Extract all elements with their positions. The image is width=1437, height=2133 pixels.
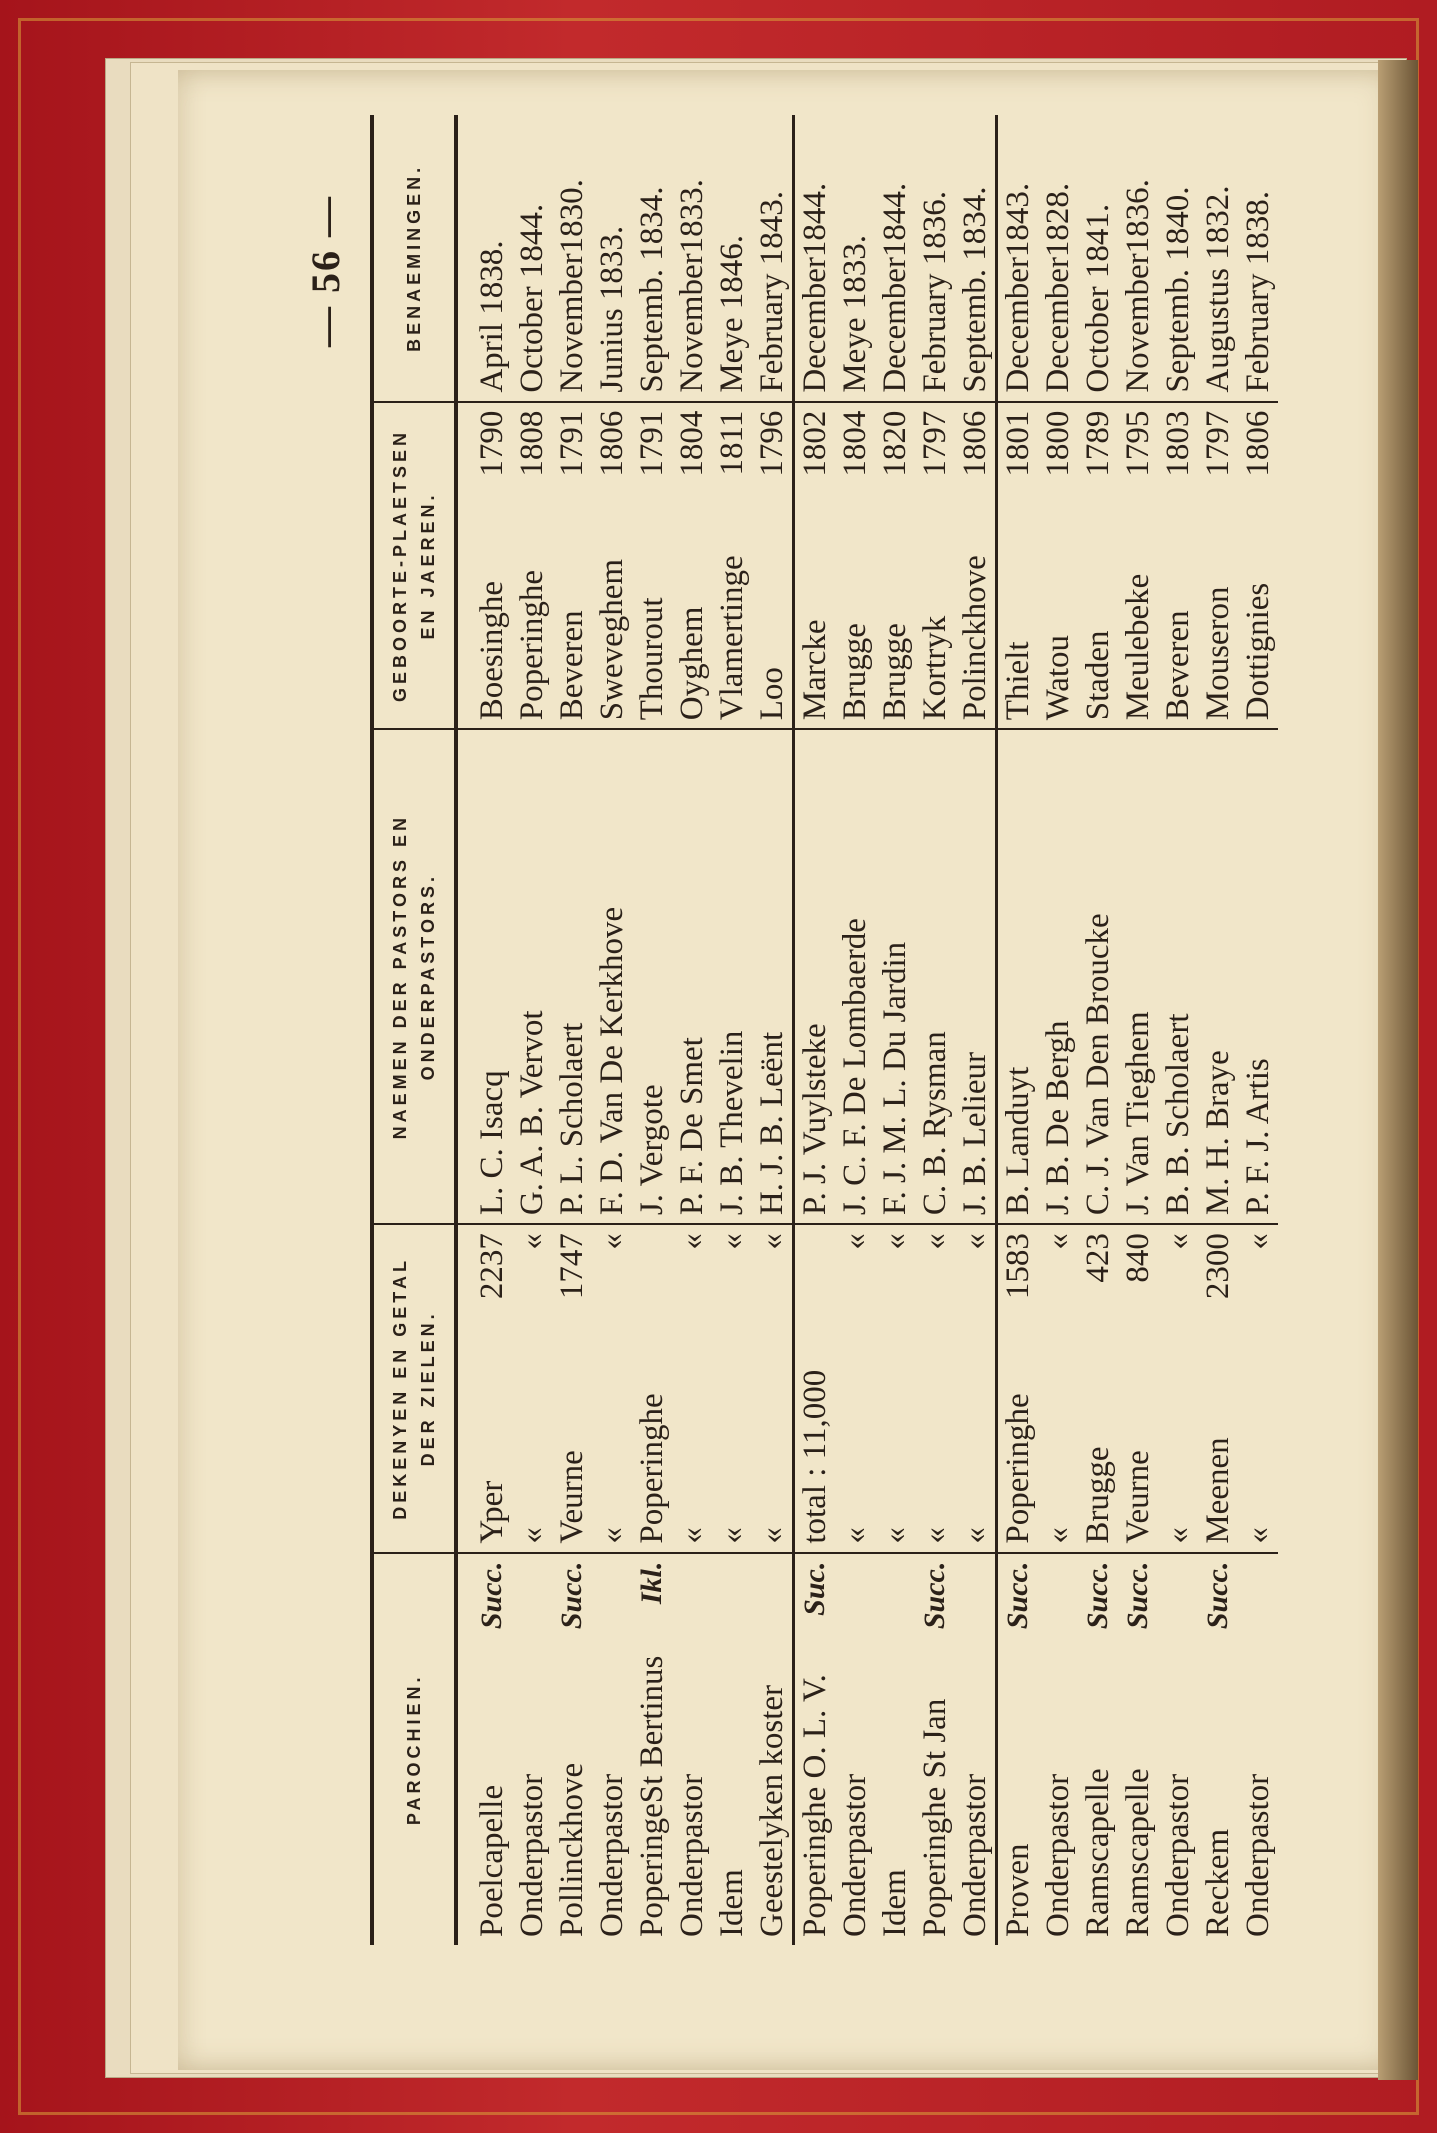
soul-count: 840 <box>1120 1233 1156 1283</box>
birth-place: Vlamertinge <box>714 555 750 721</box>
cell-geboorte <box>552 402 592 730</box>
parish-name: Onderpastor <box>1040 1773 1076 1937</box>
birth-place: Poperinghe <box>514 569 550 721</box>
cell-naem <box>794 729 836 1224</box>
birth-year: 1820 <box>877 410 913 477</box>
cell-dekenij <box>955 1224 997 1553</box>
parish-name: PoperingeSt Bertinus <box>634 1655 670 1937</box>
cell-dekenij <box>915 1224 955 1553</box>
cell-parochie <box>875 1553 915 1945</box>
cell-benaeming <box>552 115 592 402</box>
cell-naem <box>1158 729 1198 1224</box>
pastor-name: J. B. Lelieur <box>957 1052 993 1216</box>
pastor-name: C. B. Rysman <box>917 1031 953 1216</box>
birth-place: Watou <box>1040 634 1076 721</box>
cell-parochie <box>456 1553 512 1945</box>
parish-name: Idem <box>714 1869 750 1937</box>
cell-benaeming <box>794 115 836 402</box>
soul-count: « <box>514 1233 550 1250</box>
deanery-name: Poperinghe <box>1000 1393 1036 1544</box>
cell-parochie <box>1198 1553 1238 1945</box>
cell-dekenij <box>512 1224 552 1553</box>
appointment-date: November1833. <box>674 179 710 393</box>
row-mark: Succ. <box>918 1561 951 1630</box>
cell-naem <box>997 729 1039 1224</box>
birth-place: Oyghem <box>674 606 710 721</box>
table-row <box>632 115 672 1945</box>
birth-year: 1806 <box>957 410 993 477</box>
pastor-name: J. C. F. De Lombaerde <box>837 918 873 1216</box>
cell-naem <box>835 729 875 1224</box>
appointment-date: December1843. <box>1000 182 1036 393</box>
row-mark: Succ. <box>1001 1561 1034 1630</box>
soul-count: « <box>1240 1233 1276 1250</box>
cell-naem <box>632 729 672 1224</box>
cell-geboorte <box>1038 402 1078 730</box>
cell-geboorte <box>592 402 632 730</box>
birth-place: Polinckhove <box>957 555 993 721</box>
cell-geboorte <box>997 402 1039 730</box>
birth-year: 1802 <box>797 410 833 477</box>
cell-parochie <box>752 1553 794 1945</box>
birth-year: 1797 <box>917 410 953 477</box>
deanery-name: « <box>1040 1527 1076 1544</box>
pastor-name: G. A. B. Vervot <box>514 1010 550 1216</box>
appointment-date: April 1838. <box>474 240 510 393</box>
birth-year: 1795 <box>1120 410 1156 477</box>
cell-geboorte <box>835 402 875 730</box>
pastor-name: P. F. De Smet <box>674 1037 710 1216</box>
cell-naem <box>1078 729 1118 1224</box>
pastor-name: J. Van Tieghem <box>1120 1011 1156 1216</box>
cell-geboorte <box>752 402 794 730</box>
soul-count: « <box>674 1233 710 1250</box>
cell-benaeming <box>1078 115 1118 402</box>
cell-dekenij <box>794 1224 836 1553</box>
parish-name: Pollinckhove <box>554 1762 590 1937</box>
deanery-name: Veurne <box>1120 1450 1156 1544</box>
row-mark: Suc. <box>798 1561 831 1616</box>
table-row <box>752 115 794 1945</box>
soul-count: « <box>877 1233 913 1250</box>
cell-parochie <box>955 1553 997 1945</box>
appointment-date: Meye 1833. <box>837 235 873 393</box>
cell-dekenij <box>672 1224 712 1553</box>
deanery-name: Veurne <box>554 1450 590 1544</box>
deanery-name: « <box>837 1527 873 1544</box>
book-gutter <box>1378 60 1418 2080</box>
deanery-name: total : 11,000 <box>797 1369 833 1544</box>
deanery-name: « <box>514 1527 550 1544</box>
cell-parochie <box>915 1553 955 1945</box>
cell-parochie <box>632 1553 672 1945</box>
table-row <box>552 115 592 1945</box>
appointment-date: November1836. <box>1120 179 1156 393</box>
cell-naem <box>712 729 752 1224</box>
table-row <box>1038 115 1078 1945</box>
pastor-name: F. J. M. L. Du Jardin <box>877 941 913 1216</box>
parish-name: Onderpastor <box>1240 1773 1276 1937</box>
cell-dekenij <box>632 1224 672 1553</box>
table-row <box>672 115 712 1945</box>
parish-name: Reckem <box>1200 1828 1236 1937</box>
parish-name: Poperinghe O. L. V. <box>797 1674 833 1937</box>
soul-count: « <box>957 1233 993 1250</box>
table-row <box>1078 115 1118 1945</box>
table-row <box>1158 115 1198 1945</box>
cell-naem <box>672 729 712 1224</box>
cell-dekenij <box>1198 1224 1238 1553</box>
appointment-date: Septemb. 1834. <box>957 186 993 393</box>
cell-naem <box>552 729 592 1224</box>
pastor-name: M. H. Braye <box>1200 1050 1236 1216</box>
soul-count: 2300 <box>1200 1233 1236 1300</box>
deanery-name: « <box>957 1527 993 1544</box>
cell-dekenij <box>835 1224 875 1553</box>
soul-count: 1747 <box>554 1233 590 1300</box>
pastor-name: F. D. Van De Kerkhove <box>594 906 630 1216</box>
soul-count: 1583 <box>1000 1233 1036 1300</box>
header-benaemingen: BENAEMINGEN. <box>404 163 424 352</box>
rotated-register <box>300 115 1360 1945</box>
cell-naem <box>752 729 794 1224</box>
deanery-name: « <box>754 1527 790 1544</box>
parish-name: Onderpastor <box>514 1773 550 1937</box>
cell-benaeming <box>915 115 955 402</box>
cell-dekenij <box>592 1224 632 1553</box>
header-parochien: PAROCHIEN. <box>372 1553 456 1945</box>
page-number: — 56 — <box>303 195 348 347</box>
birth-place: Sweveghem <box>594 558 630 721</box>
pastor-name: B. Landuyt <box>1000 1066 1036 1216</box>
cell-benaeming <box>1038 115 1078 402</box>
soul-count: « <box>1040 1233 1076 1250</box>
cell-dekenij <box>1078 1224 1118 1553</box>
cell-naem <box>512 729 552 1224</box>
cell-naem <box>592 729 632 1224</box>
birth-place: Brugge <box>877 623 913 721</box>
parish-name: Onderpastor <box>837 1773 873 1937</box>
deanery-name: Meenen <box>1200 1437 1236 1544</box>
parish-name: Onderpastor <box>957 1773 993 1937</box>
cell-parochie <box>1158 1553 1198 1945</box>
pastor-name: L. C. Isacq <box>474 1070 510 1216</box>
pastor-name: P. L. Scholaert <box>554 1022 590 1216</box>
appointment-date: October 1844. <box>514 203 550 393</box>
cell-naem <box>1118 729 1158 1224</box>
birth-year: 1803 <box>1160 410 1196 477</box>
soul-count: 2237 <box>474 1233 510 1300</box>
cell-benaeming <box>1158 115 1198 402</box>
cell-geboorte <box>1238 402 1278 730</box>
table-row <box>1198 115 1238 1945</box>
appointment-date: December1844. <box>877 182 913 393</box>
cell-benaeming <box>1118 115 1158 402</box>
table-row <box>512 115 552 1945</box>
pastor-name: J. B. De Bergh <box>1040 1020 1076 1216</box>
table-row <box>1118 115 1158 1945</box>
cell-dekenij <box>712 1224 752 1553</box>
parish-name: Poperinghe St Jan <box>917 1698 953 1937</box>
parish-name: Idem <box>877 1869 913 1937</box>
birth-year: 1811 <box>714 410 750 476</box>
soul-count: « <box>714 1233 750 1250</box>
soul-count: « <box>917 1233 953 1250</box>
birth-place: Thourout <box>634 597 670 721</box>
row-mark: Succ. <box>475 1561 508 1630</box>
parish-name: Onderpastor <box>594 1773 630 1937</box>
pastor-name: B. B. Scholaert <box>1160 1013 1196 1216</box>
cell-parochie <box>552 1553 592 1945</box>
cell-dekenij <box>1038 1224 1078 1553</box>
parish-name: Poelcapelle <box>474 1784 510 1937</box>
cell-naem <box>1038 729 1078 1224</box>
cell-benaeming <box>456 115 512 402</box>
cell-geboorte <box>955 402 997 730</box>
pastor-name: C. J. Van Den Broucke <box>1080 913 1116 1216</box>
cell-geboorte <box>1198 402 1238 730</box>
row-mark: Succ. <box>1121 1561 1154 1630</box>
pastor-name: P. F. J. Artis <box>1240 1058 1276 1216</box>
birth-year: 1801 <box>1000 410 1036 477</box>
cell-geboorte <box>1158 402 1198 730</box>
pastor-name: P. J. Vuylsteke <box>797 1023 833 1216</box>
birth-place: Boesinghe <box>474 580 510 721</box>
cell-parochie <box>672 1553 712 1945</box>
cell-parochie <box>1238 1553 1278 1945</box>
table-row <box>456 115 512 1945</box>
cell-geboorte <box>794 402 836 730</box>
header-dekenyen: DEKENYEN EN GETAL DER ZIELEN. <box>372 1224 456 1553</box>
parish-name: Geestelyken koster <box>754 1685 790 1937</box>
birth-place: Marcke <box>797 619 833 721</box>
cell-geboorte <box>1078 402 1118 730</box>
birth-year: 1806 <box>1240 410 1276 477</box>
deanery-name: « <box>714 1527 750 1544</box>
deanery-name: Brugge <box>1080 1446 1116 1544</box>
birth-year: 1791 <box>634 410 670 477</box>
appointment-date: October 1841. <box>1080 203 1116 393</box>
cell-parochie <box>1038 1553 1078 1945</box>
parish-table <box>370 115 1278 1945</box>
cell-benaeming <box>835 115 875 402</box>
cell-geboorte <box>672 402 712 730</box>
birth-year: 1790 <box>474 410 510 477</box>
cell-dekenij <box>1238 1224 1278 1553</box>
cell-benaeming <box>592 115 632 402</box>
birth-year: 1806 <box>594 410 630 477</box>
birth-place: Dottignies <box>1240 582 1276 721</box>
cell-parochie <box>1078 1553 1118 1945</box>
cell-benaeming <box>955 115 997 402</box>
cell-dekenij <box>1158 1224 1198 1553</box>
birth-year: 1800 <box>1040 410 1076 477</box>
cell-benaeming <box>672 115 712 402</box>
cell-dekenij <box>875 1224 915 1553</box>
cell-geboorte <box>512 402 552 730</box>
cell-parochie <box>512 1553 552 1945</box>
cell-parochie <box>794 1553 836 1945</box>
birth-place: Staden <box>1080 630 1116 721</box>
appointment-date: February 1836. <box>917 191 953 393</box>
cell-naem <box>955 729 997 1224</box>
parish-name: Ramscapelle <box>1080 1768 1116 1937</box>
cell-geboorte <box>1118 402 1158 730</box>
parish-name: Proven <box>1000 1843 1036 1937</box>
birth-year: 1804 <box>837 410 873 477</box>
deanery-name: « <box>674 1527 710 1544</box>
table-row <box>592 115 632 1945</box>
appointment-date: February 1838. <box>1240 191 1276 393</box>
row-mark: Succ. <box>1081 1561 1114 1630</box>
header-geboorte: GEBOORTE-PLAETSEN EN JAEREN. <box>372 402 456 730</box>
deanery-name: « <box>917 1527 953 1544</box>
cell-naem <box>1198 729 1238 1224</box>
deanery-name: « <box>1160 1527 1196 1544</box>
table-row <box>1238 115 1278 1945</box>
birth-year: 1796 <box>754 410 790 477</box>
appointment-date: Septemb. 1840. <box>1160 186 1196 393</box>
cell-parochie <box>1118 1553 1158 1945</box>
birth-year: 1789 <box>1080 410 1116 477</box>
table-row <box>915 115 955 1945</box>
birth-year: 1804 <box>674 410 710 477</box>
birth-year: 1791 <box>554 410 590 477</box>
parish-name: Ramscapelle <box>1120 1768 1156 1937</box>
row-mark: Succ. <box>1201 1561 1234 1630</box>
appointment-date: Augustus 1832. <box>1200 185 1236 393</box>
table-row <box>712 115 752 1945</box>
deanery-name: « <box>877 1527 913 1544</box>
cell-benaeming <box>752 115 794 402</box>
cell-benaeming <box>875 115 915 402</box>
table-row <box>794 115 836 1945</box>
birth-place: Beveren <box>1160 610 1196 721</box>
soul-count: « <box>837 1233 873 1250</box>
cell-naem <box>1238 729 1278 1224</box>
cell-dekenij <box>752 1224 794 1553</box>
row-mark: Succ. <box>555 1561 588 1630</box>
table-row <box>955 115 997 1945</box>
row-mark: Ikl. <box>635 1561 668 1605</box>
birth-year: 1797 <box>1200 410 1236 477</box>
table-row <box>835 115 875 1945</box>
cell-geboorte <box>915 402 955 730</box>
pastor-name: J. Vergote <box>634 1084 670 1216</box>
cell-geboorte <box>632 402 672 730</box>
cell-geboorte <box>712 402 752 730</box>
soul-count: « <box>754 1233 790 1250</box>
cell-benaeming <box>632 115 672 402</box>
cell-parochie <box>592 1553 632 1945</box>
cell-benaeming <box>997 115 1039 402</box>
pastor-name: J. B. Thevelin <box>714 1030 750 1216</box>
parish-name: Onderpastor <box>1160 1773 1196 1937</box>
appointment-date: November1830. <box>554 179 590 393</box>
birth-place: Kortryk <box>917 615 953 721</box>
cell-parochie <box>712 1553 752 1945</box>
table-body <box>456 115 1278 1945</box>
cell-dekenij <box>1118 1224 1158 1553</box>
table-row <box>997 115 1039 1945</box>
cell-geboorte <box>456 402 512 730</box>
pastor-name: H. J. B. Leënt <box>754 1031 790 1216</box>
birth-place: Mouseron <box>1200 586 1236 721</box>
soul-count: « <box>1160 1233 1196 1250</box>
deanery-name: Poperinghe <box>634 1393 670 1544</box>
table-row <box>875 115 915 1945</box>
appointment-date: Meye 1846. <box>714 235 750 393</box>
appointment-date: Septemb. 1834. <box>634 186 670 393</box>
deanery-name: « <box>594 1527 630 1544</box>
deanery-name: « <box>1240 1527 1276 1544</box>
cell-dekenij <box>552 1224 592 1553</box>
appointment-date: Junius 1833. <box>594 225 630 393</box>
soul-count: « <box>594 1233 630 1250</box>
table-header <box>372 115 456 1945</box>
birth-year: 1808 <box>514 410 550 477</box>
cell-benaeming <box>712 115 752 402</box>
birth-place: Meulebeke <box>1120 573 1156 721</box>
cell-parochie <box>835 1553 875 1945</box>
parish-name: Onderpastor <box>674 1773 710 1937</box>
cell-benaeming <box>1198 115 1238 402</box>
cell-naem <box>875 729 915 1224</box>
cell-parochie <box>997 1553 1039 1945</box>
appointment-date: February 1843. <box>754 191 790 393</box>
soul-count: 423 <box>1080 1233 1116 1283</box>
birth-place: Loo <box>754 667 790 721</box>
cell-dekenij <box>456 1224 512 1553</box>
appointment-date: December1844. <box>797 182 833 393</box>
birth-place: Beveren <box>554 610 590 721</box>
birth-place: Brugge <box>837 623 873 721</box>
appointment-date: December1828. <box>1040 182 1076 393</box>
cell-benaeming <box>512 115 552 402</box>
header-naemen: NAEMEN DER PASTORS EN ONDERPASTORS. <box>372 729 456 1224</box>
cell-dekenij <box>997 1224 1039 1553</box>
cell-geboorte <box>875 402 915 730</box>
cell-naem <box>456 729 512 1224</box>
cell-benaeming <box>1238 115 1278 402</box>
deanery-name: Yper <box>474 1480 510 1544</box>
birth-place: Thielt <box>1000 641 1036 721</box>
cell-naem <box>915 729 955 1224</box>
